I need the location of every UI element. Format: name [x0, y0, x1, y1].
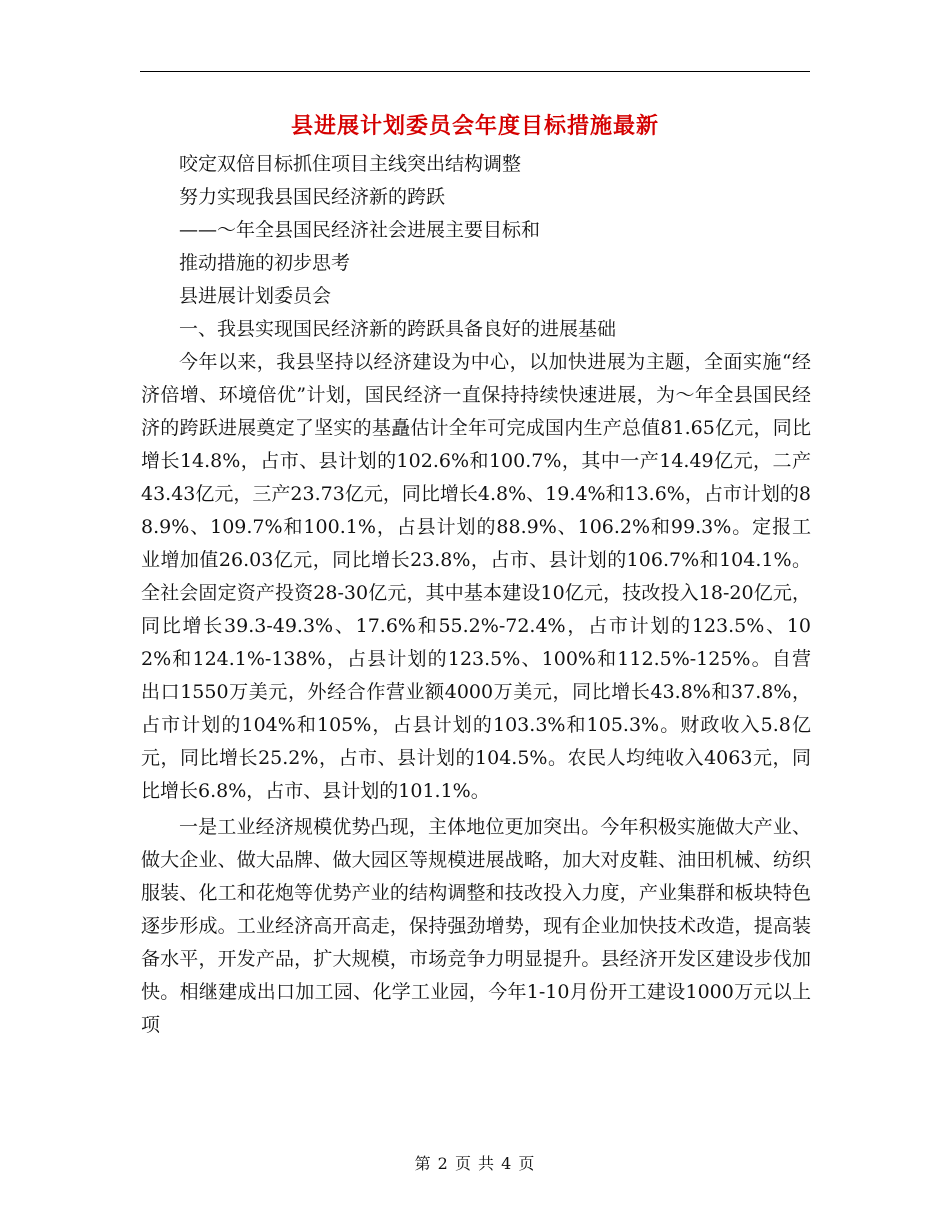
page-number-footer: 第 2 页 共 4 页 — [414, 1154, 536, 1173]
subtitle-line-2: 努力实现我县国民经济新的跨跃 — [179, 186, 446, 208]
body-paragraph-1: 今年以来，我县坚持以经济建设为中心，以加快进展为主题，全面实施“经济倍增、环境倍优”计划，国民经济一直保持持续快速进展，为～年全县国民经济的跨跃进展奠定了坚实的基矗估计全年可完成国内生产总值81.65亿元，同比增长14.8%，占市、县计划的102.6%和100.7%，其中一产14.49亿元，二产43.43亿元，三产23.73亿元，同比增长4.8%、19.4%和13.6%，占市计划的88.9%、109.7%和100.1%，占县计划的88.9%、106.2%和99.3%。定报工业增加值26.03亿元，同比增长23.8%，占市、县计划的106.7%和104.1%。全社会固定资产投资28-30亿元，其中基本建设10亿元，技改投入18-20亿元，同比增长39.3-49.3%、17.6%和55.2%-72.4%，占市计划的123.5%、102%和124.1%-138%，占县计划的123.5%、100%和112.5%-125%。自营出口1550万美元，外经合作营业额4000万美元，同比增长43.8%和37.8%，占市计划的104%和105%，占县计划的103.3%和105.3%。财政收入5.8亿元，同比增长25.2%，占市、县计划的104.5%。农民人均纯收入4063元，同比增长6.8%，占市、县计划的101.1%。 — [141, 351, 811, 802]
subtitle-line-3: ——～年全县国民经济社会进展主要目标和 — [179, 219, 541, 241]
document-title: 县进展计划委员会年度目标措施最新 — [290, 113, 659, 139]
subtitle-line-1: 咬定双倍目标抓住项目主线突出结构调整 — [179, 153, 522, 175]
section-heading: 一、我县实现国民经济新的跨跃具备良好的进展基础 — [179, 318, 617, 340]
document-body — [141, 148, 811, 1042]
body-paragraph-2: 一是工业经济规模优势凸现，主体地位更加突出。今年积极实施做大产业、做大企业、做大品牌、做大园区等规模进展战略，加大对皮鞋、油田机械、纺织服装、化工和花炮等优势产业的结构调整和技改投入力度，产业集群和板块特色逐步形成。工业经济高开高走，保持强劲增势，现有企业加快技术改造，提高装备水平，开发产品，扩大规模，市场竞争力明显提升。县经济开发区建设步伐加快。相继建成出口加工园、化学工业园，今年1-10月份开工建设1000万元以上项 — [141, 816, 811, 1036]
author-line: 县进展计划委员会 — [179, 285, 332, 307]
subtitle-line-4: 推动措施的初步思考 — [179, 252, 351, 274]
header-rule — [140, 71, 810, 72]
